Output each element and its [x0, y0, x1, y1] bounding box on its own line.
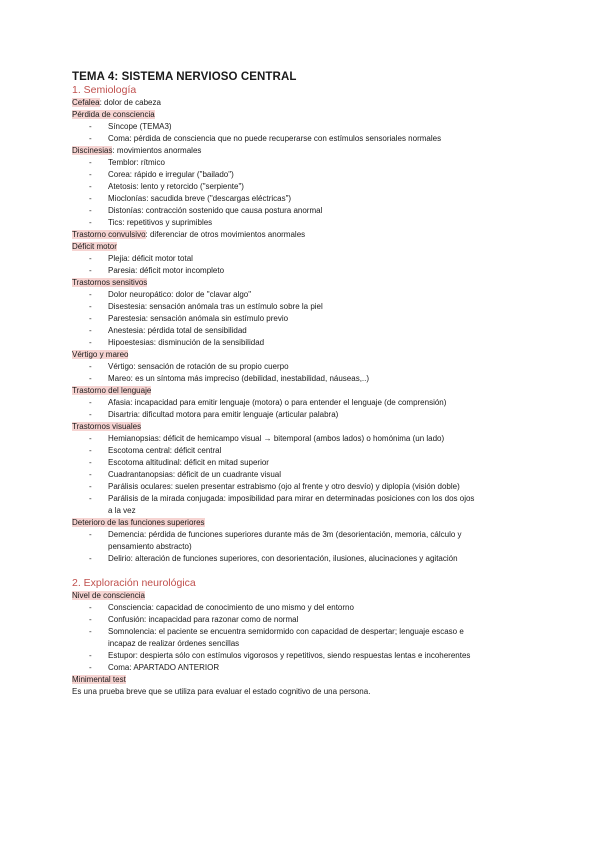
bullet-item: - Hipoestesias: disminución de la sensibilidad: [72, 337, 532, 349]
topic-line: [72, 229, 532, 241]
bullet-item: - Anestesia: pérdida total de sensibilidad: [72, 325, 532, 337]
bullet-item: - Disestesia: sensación anómala tras un estímulo sobre la piel: [72, 301, 532, 313]
bullet-item: - Coma: APARTADO ANTERIOR: [72, 662, 532, 674]
topic-line: [72, 241, 532, 253]
bullet-item: - Hemianopsias: déficit de hemicampo visual → bitemporal (ambos lados) o homónima (un lado): [72, 433, 532, 445]
bullet-item: - Temblor: rítmico: [72, 157, 532, 169]
topic-term: Trastornos sensitivos: [72, 278, 148, 287]
topic-term: Trastorno convulsivo: [72, 230, 146, 239]
topic-line: [72, 674, 532, 686]
bullet-item: - Plejia: déficit motor total: [72, 253, 532, 265]
bullet-item: [72, 626, 532, 650]
bullet-list: [72, 253, 532, 277]
topic-term: Trastornos visuales: [72, 422, 142, 431]
document-page: [72, 70, 532, 698]
bullet-item: - Delirio: alteración de funciones superiores, con desorientación, ilusiones, alucinaciones y agitación: [72, 553, 532, 565]
bullet-item: - Confusión: incapacidad para razonar como de normal: [72, 614, 532, 626]
document-body: [72, 84, 532, 698]
bullet-item: - Corea: rápido e irregular ("bailado"): [72, 169, 532, 181]
section-heading: 1. Semiología: [72, 84, 137, 96]
bullet-list: [72, 157, 532, 229]
bullet-text: incapaz de realizar órdenes sencillas: [108, 639, 240, 648]
bullet-list: [72, 602, 532, 674]
bullet-list: [72, 289, 532, 349]
topic-term: Cefalea: [72, 98, 100, 107]
bullet-item: - Disartria: dificultad motora para emitir lenguaje (articular palabra): [72, 409, 532, 421]
bullet-item: - Mareo: es un síntoma más impreciso (debilidad, inestabilidad, náuseas,..): [72, 373, 532, 385]
bullet-text: - Somnolencia: el paciente se encuentra semidormido con capacidad de despertar; lenguaje escaso e: [108, 627, 464, 636]
bullet-item: - Mioclonías: sacudida breve ("descargas eléctricas"): [72, 193, 532, 205]
topic-line: [72, 385, 532, 397]
topic-line: [72, 590, 532, 602]
bullet-text: - Demencia: pérdida de funciones superiores durante más de 3m (desorientación, memoria, cálculo y: [108, 530, 462, 539]
bullet-item: - Síncope (TEMA3): [72, 121, 532, 133]
topic-line: [72, 109, 532, 121]
paragraph: Es una prueba breve que se utiliza para evaluar el estado cognitivo de una persona.: [72, 687, 371, 696]
bullet-item: - Afasia: incapacidad para emitir lenguaje (motora) o para entender el lenguaje (de comprensión): [72, 397, 532, 409]
bullet-item: - Coma: pérdida de consciencia que no puede recuperarse con estímulos sensoriales normales: [72, 133, 532, 145]
bullet-list: [72, 361, 532, 385]
bullet-item: - Escotoma central: déficit central: [72, 445, 532, 457]
topic-term: Trastorno del lenguaje: [72, 386, 152, 395]
bullet-item: - Consciencia: capacidad de conocimiento de uno mismo y del entorno: [72, 602, 532, 614]
bullet-item: [72, 493, 532, 517]
topic-description: : dolor de cabeza: [99, 98, 161, 107]
topic-line: [72, 349, 532, 361]
bullet-list: [72, 529, 532, 565]
section-heading: 2. Exploración neurológica: [72, 577, 196, 589]
bullet-item: - Cuadrantanopsias: déficit de un cuadrante visual: [72, 469, 532, 481]
bullet-list: [72, 397, 532, 421]
bullet-item: - Tics: repetitivos y suprimibles: [72, 217, 532, 229]
topic-term: Déficit motor: [72, 242, 117, 251]
bullet-item: - Atetosis: lento y retorcido ("serpiente"): [72, 181, 532, 193]
bullet-item: - Estupor: despierta sólo con estímulos vigorosos y repetitivos, siendo respuestas lentas e incoherentes: [72, 650, 532, 662]
bullet-item: - Parestesia: sensación anómala sin estímulo previo: [72, 313, 532, 325]
bullet-item: [72, 529, 532, 553]
topic-term: Deterioro de las funciones superiores: [72, 518, 205, 527]
topic-line: [72, 97, 532, 109]
bullet-item: - Escotoma altitudinal: déficit en mitad superior: [72, 457, 532, 469]
topic-term: Discinesias: [72, 146, 113, 155]
topic-term: Pérdida de consciencia: [72, 110, 155, 119]
bullet-item: - Vértigo: sensación de rotación de su propio cuerpo: [72, 361, 532, 373]
bullet-text: - Parálisis de la mirada conjugada: imposibilidad para mirar en determinadas posiciones con los dos ojos: [108, 494, 475, 503]
topic-line: [72, 277, 532, 289]
topic-line: [72, 421, 532, 433]
bullet-text: pensamiento abstracto): [108, 542, 192, 551]
bullet-item: - Parálisis oculares: suelen presentar estrabismo (ojo al frente y otro desvío) y diplopía (visión doble): [72, 481, 532, 493]
topic-line: [72, 517, 532, 529]
bullet-list: [72, 433, 532, 517]
topic-term: Vértigo y mareo: [72, 350, 129, 359]
bullet-item: - Dolor neuropático: dolor de "clavar algo": [72, 289, 532, 301]
topic-term: Minimental test: [72, 675, 126, 684]
bullet-text: a la vez: [108, 506, 136, 515]
page-title: TEMA 4: SISTEMA NERVIOSO CENTRAL: [72, 71, 297, 83]
topic-line: [72, 145, 532, 157]
topic-description: : movimientos anormales: [112, 146, 202, 155]
bullet-item: - Paresia: déficit motor incompleto: [72, 265, 532, 277]
topic-term: Nivel de consciencia: [72, 591, 145, 600]
bullet-list: [72, 121, 532, 145]
topic-description: : diferenciar de otros movimientos anormales: [145, 230, 306, 239]
bullet-item: - Distonías: contracción sostenido que causa postura anormal: [72, 205, 532, 217]
